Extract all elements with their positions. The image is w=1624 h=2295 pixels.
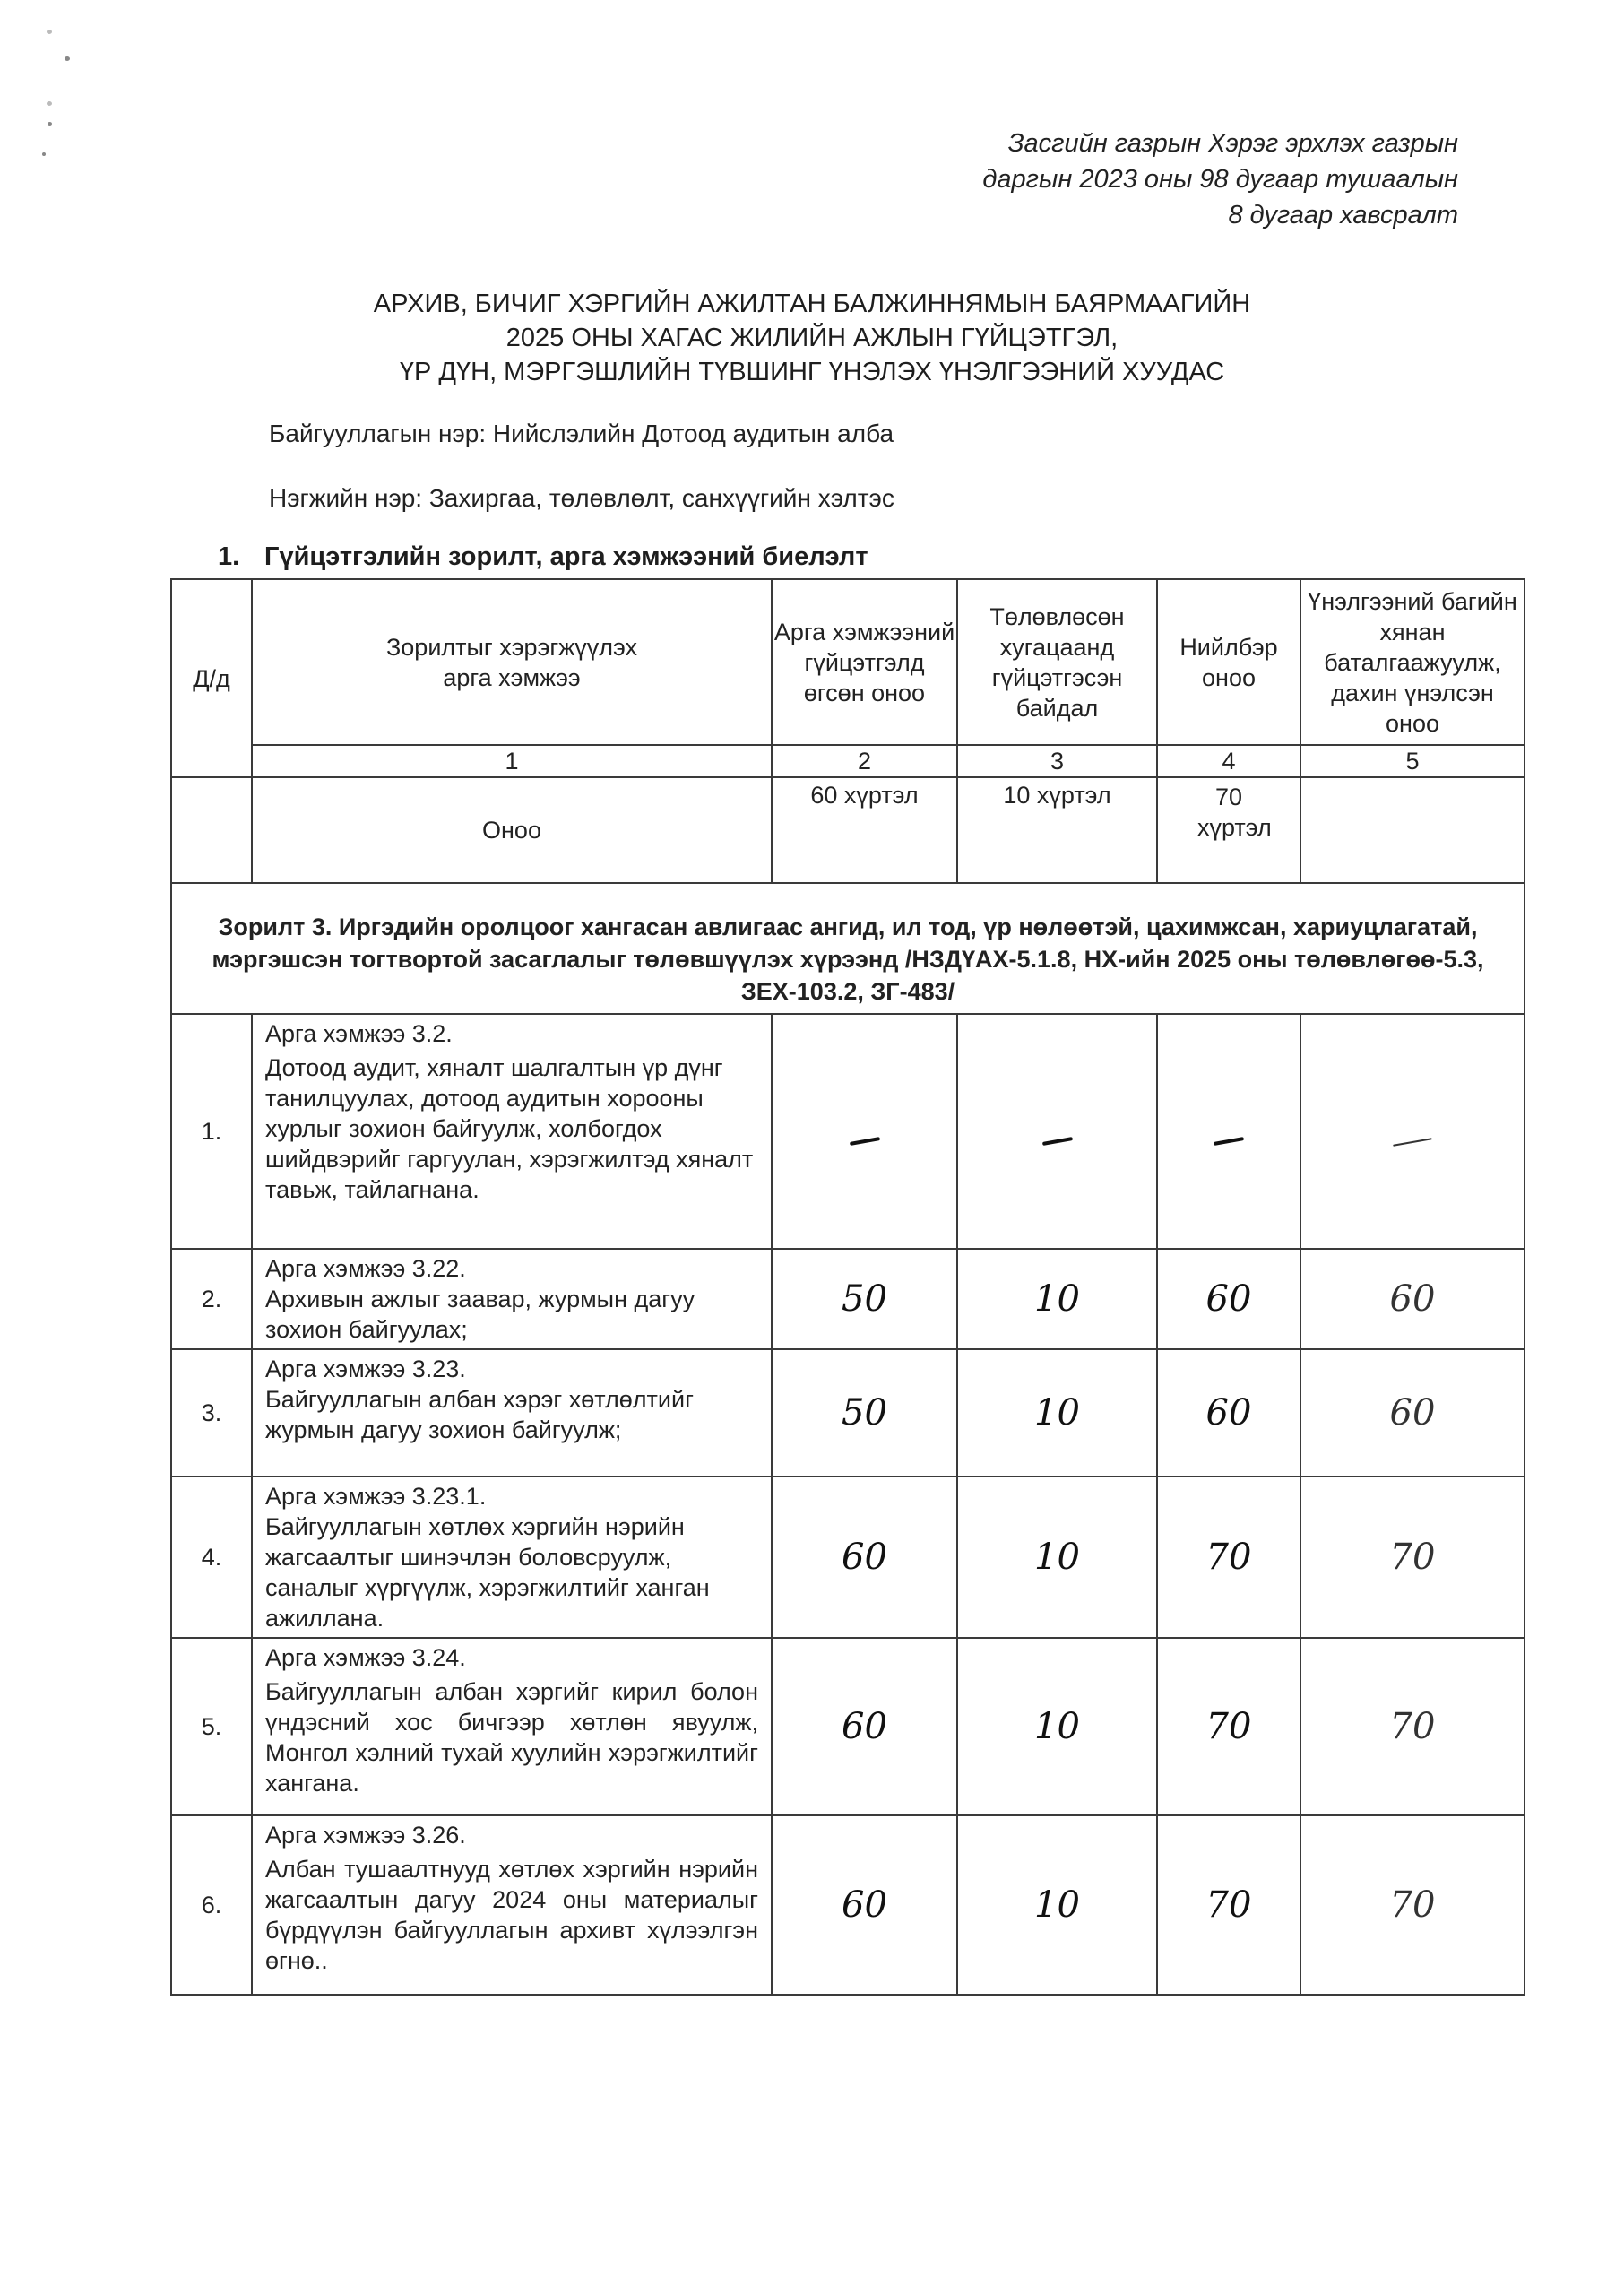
total-score: 70 — [1157, 1638, 1300, 1815]
column-number-row — [171, 745, 1525, 777]
document-title — [0, 287, 1624, 389]
max-total — [1157, 777, 1300, 883]
table-row — [171, 1477, 1525, 1638]
header-team-review: Үнэлгээний багийн хянан баталгаажуулж, дахин үнэлсэн оноо — [1300, 579, 1525, 745]
header-measure — [252, 579, 772, 745]
table-row — [171, 1815, 1525, 1995]
row-index: 4. — [171, 1477, 252, 1638]
dash-mark-icon — [849, 1137, 879, 1146]
team-review-score: 60 — [1300, 1349, 1525, 1477]
annex-line-3: 8 дугаар хавсралт — [1228, 201, 1458, 230]
max-total-text: 70 хүртэл — [1197, 784, 1272, 841]
column-number-5: 5 — [1300, 745, 1525, 777]
implementation-score: 60 — [772, 1638, 957, 1815]
header-measure-text: Зорилтыг хэрэгжүүлэх арга хэмжээ — [385, 633, 637, 691]
section-title: Гүйцэтгэлийн зорилт, арга хэмжээний биелэлт — [264, 542, 868, 571]
measure-label: Арга хэмжээ 3.23.1. — [265, 1483, 487, 1510]
header-implementation-score: Арга хэмжээний гүйцэтгэлд өгсөн оноо — [772, 579, 957, 745]
max-score-row — [171, 777, 1525, 883]
column-number-2: 2 — [772, 745, 957, 777]
row-description — [252, 1815, 772, 1995]
total-score: 70 — [1157, 1477, 1300, 1638]
measure-label: Арга хэмжээ 3.23. — [265, 1355, 466, 1382]
table-row — [171, 1014, 1525, 1249]
header-row — [171, 579, 1525, 745]
row-index: 1. — [171, 1014, 252, 1249]
column-number-3: 3 — [957, 745, 1157, 777]
implementation-score — [772, 1014, 957, 1249]
team-review-score: 70 — [1300, 1815, 1525, 1995]
scan-speck — [48, 122, 52, 126]
section-heading — [218, 542, 868, 572]
evaluation-table — [170, 578, 1525, 1996]
timeliness-score: 10 — [957, 1638, 1157, 1815]
title-line-2: 2025 ОНЫ ХАГАС ЖИЛИЙН АЖЛЫН ГҮЙЦЭТГЭЛ, — [505, 324, 1119, 352]
measure-label: Арга хэмжээ 3.22. — [265, 1255, 466, 1282]
header-timeliness: Төлөвлөсөн хугацаанд гүйцэтгэсэн байдал — [957, 579, 1157, 745]
implementation-score: 60 — [772, 1477, 957, 1638]
team-review-score: 70 — [1300, 1477, 1525, 1638]
dash-mark-icon — [1393, 1138, 1432, 1147]
unit-name: Нэгжийн нэр: Захиргаа, төлөвлөлт, санхүүгийн хэлтэс — [269, 484, 894, 512]
annex-reference — [982, 126, 1458, 233]
measure-text: Дотоод аудит, хяналт шалгалтын үр дүнг танилцуулах, дотоод аудитын хорооны хурлыг зохион байгуулж, холбогдох шийдвэрийг гаргуулан, хэрэгжилтэд хяналт тавьж, тайлагнана. — [265, 1054, 754, 1203]
table-row — [171, 1638, 1525, 1815]
scan-speck — [47, 30, 52, 34]
measure-text: Архивын ажлыг заавар, журмын дагуу зохион байгуулах; — [265, 1286, 695, 1343]
header-index: Д/д — [171, 579, 252, 777]
row-index: 3. — [171, 1349, 252, 1477]
dash-mark-icon — [1214, 1137, 1244, 1146]
row-description — [252, 1249, 772, 1349]
column-number-1: 1 — [252, 745, 772, 777]
header-total: Нийлбэр оноо — [1157, 579, 1300, 745]
max-row-label: Оноо — [252, 777, 772, 883]
timeliness-score: 10 — [957, 1349, 1157, 1477]
row-description — [252, 1349, 772, 1477]
total-score: 60 — [1157, 1249, 1300, 1349]
total-score: 60 — [1157, 1349, 1300, 1477]
goal-row — [171, 883, 1525, 1014]
measure-text: Байгууллагын хөтлөх хэргийн нэрийн жагсаалтыг шинэчлэн боловсруулж, саналыг хүргүүлж, хэрэгжилтийг ханган ажиллана. — [265, 1513, 710, 1632]
team-review-score: 60 — [1300, 1249, 1525, 1349]
max-implementation-score: 60 хүртэл — [772, 777, 957, 883]
timeliness-score: 10 — [957, 1249, 1157, 1349]
timeliness-score: 10 — [957, 1815, 1157, 1995]
measure-label: Арга хэмжээ 3.24. — [265, 1644, 466, 1671]
measure-text: Байгууллагын албан хэрэг хөтлөлтийг журмын дагуу зохион байгуулж; — [265, 1386, 694, 1443]
title-line-1: АРХИВ, БИЧИГ ХЭРГИЙН АЖИЛТАН БАЛЖИННЯМЫН БАЯРМААГИЙН — [373, 290, 1251, 318]
column-number-4: 4 — [1157, 745, 1300, 777]
measure-text: Албан тушаалтнууд хөтлөх хэргийн нэрийн жагсаалтын дагуу 2024 оны материалыг бүрдүүлэн байгууллагын архивт хүлээлгэн өгнө.. — [265, 1856, 758, 1974]
dash-mark-icon — [1041, 1137, 1072, 1146]
team-review-score: 70 — [1300, 1638, 1525, 1815]
max-timeliness: 10 хүртэл — [957, 777, 1157, 883]
timeliness-score: 10 — [957, 1477, 1157, 1638]
annex-line-1: Засгийн газрын Хэрэг эрхлэх газрын — [1007, 129, 1458, 158]
measure-label: Арга хэмжээ 3.26. — [265, 1822, 466, 1849]
measure-text: Байгууллагын албан хэргийг кирил болон үндэсний хос бичгээр хөтлөн явуулж, Монгол хэлний тухай хуулийн хэрэгжилтийг хангана. — [265, 1678, 758, 1797]
row-description — [252, 1638, 772, 1815]
max-row-index — [171, 777, 252, 883]
row-description — [252, 1014, 772, 1249]
max-team-review — [1300, 777, 1525, 883]
section-number: 1. — [218, 542, 240, 571]
total-score — [1157, 1014, 1300, 1249]
measure-label: Арга хэмжээ 3.2. — [265, 1020, 453, 1047]
annex-line-2: даргын 2023 оны 98 дугаар тушаалын — [982, 165, 1458, 194]
table-row — [171, 1349, 1525, 1477]
organization-name: Байгууллагын нэр: Нийслэлийн Дотоод аудитын алба — [269, 420, 894, 447]
total-score: 70 — [1157, 1815, 1300, 1995]
row-index: 5. — [171, 1638, 252, 1815]
title-line-3: ҮР ДҮН, МЭРГЭШЛИЙН ТҮВШИНГ ҮНЭЛЭХ ҮНЭЛГЭЭНИЙ ХУУДАС — [399, 358, 1225, 386]
goal-statement: Зорилт 3. Иргэдийн оролцоог хангасан авлигаас ангид, ил тод, үр нөлөөтэй, цахимжсан, хариуцлагатай, мэргэшсэн тогтвортой засаглалыг төлөвшүүлэх хүрээнд /НЗДҮАХ-5.1.8, НХ-ийн 2025 оны төлөвлөгөө-5.3, ЗЕХ-103.2, ЗГ-483/ — [171, 883, 1525, 1014]
team-review-score — [1300, 1014, 1525, 1249]
table-row — [171, 1249, 1525, 1349]
scan-speck — [65, 56, 70, 61]
row-index: 6. — [171, 1815, 252, 1995]
row-description — [252, 1477, 772, 1638]
scan-speck — [42, 152, 46, 156]
timeliness-score — [957, 1014, 1157, 1249]
scan-speck — [47, 101, 52, 106]
implementation-score: 50 — [772, 1349, 957, 1477]
implementation-score: 50 — [772, 1249, 957, 1349]
implementation-score: 60 — [772, 1815, 957, 1995]
row-index: 2. — [171, 1249, 252, 1349]
